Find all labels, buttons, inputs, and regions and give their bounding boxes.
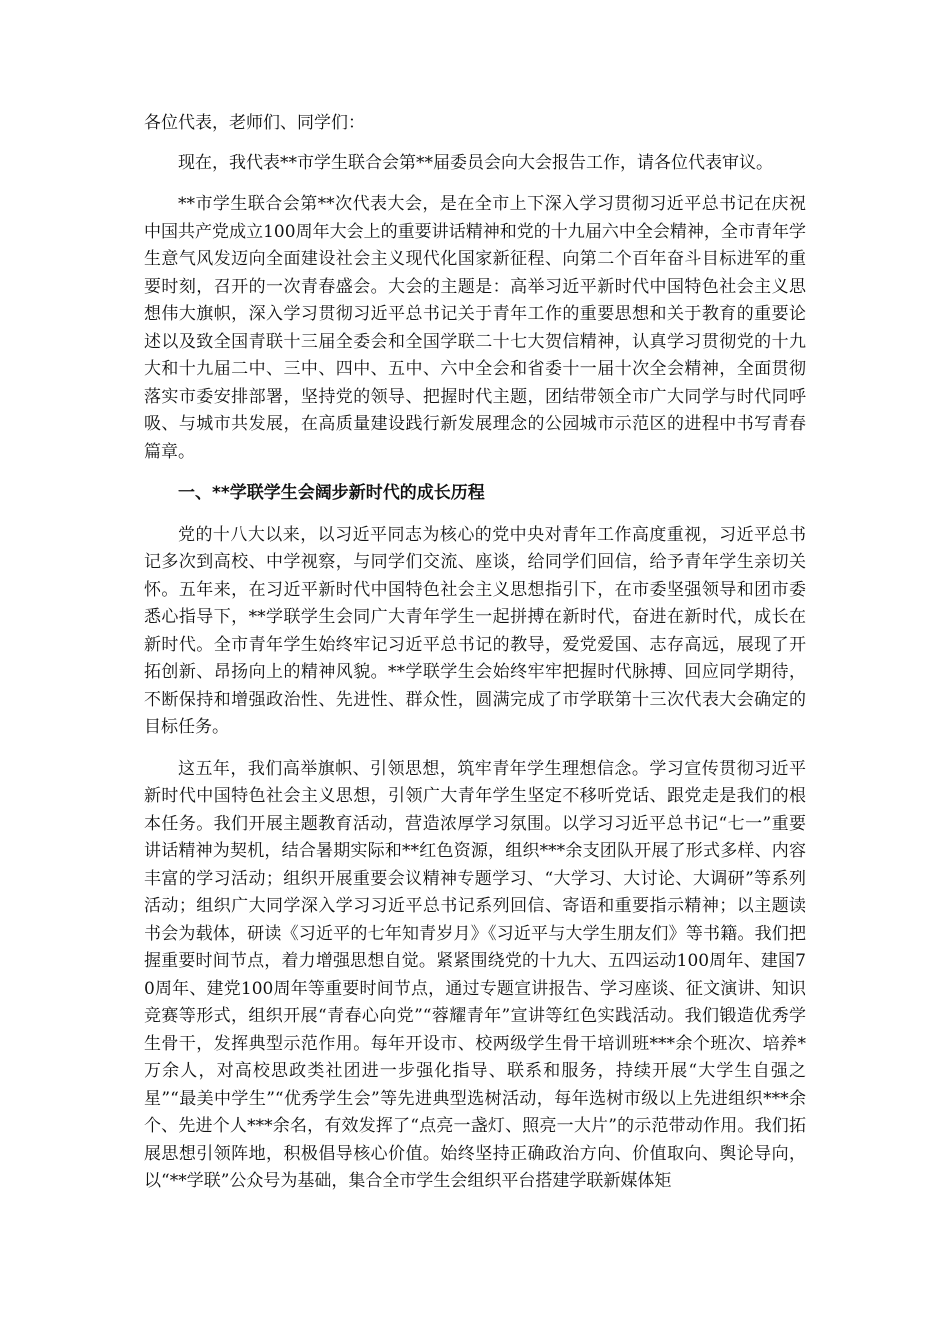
document-page [144,110,806,1210]
paragraph-growth-history: 党的十八大以来，以习近平同志为核心的党中央对青年工作高度重视，习近平总书记多次到高校、中学视察，与同学们交流、座谈，给同学们回信，给予青年学生亲切关怀。五年来，在习近平新时代中国特色社会主义思想指引下，在市委坚强领导和团市委悉心指导下，**学联学生会同广大青年学生一起拼搏在新时代，奋进在新时代，成长在新时代。全市青年学生始终牢记习近平总书记的教导，爱党爱国、志存高远，展现了开拓创新、昂扬向上的精神风貌。**学联学生会始终牢牢把握时代脉搏、回应同学期待，不断保持和增强政治性、先进性、群众性，圆满完成了市学联第十三次代表大会确定的目标任务。 [144,524,806,737]
paragraph-five-years: 这五年，我们高举旗帜、引领思想，筑牢青年学生理想信念。学习宣传贯彻习近平新时代中国特色社会主义思想，引领广大青年学生坚定不移听党话、跟党走是我们的根本任务。我们开展主题教育活动，营造浓厚学习氛围。以学习习近平总书记“七一”重要讲话精神为契机，结合暑期实际和**红色资源，组织***余支团队开展了形式多样、内容丰富的学习活动；组织开展重要会议精神专题学习、“大学习、大讨论、大调研”等系列活动；组织广大同学深入学习习近平总书记系列回信、寄语和重要指示精神；以主题读书会为载体，研读《习近平的七年知青岁月》《习近平与大学生朋友们》等书籍。我们把握重要时间节点，着力增强思想自觉。紧紧围绕党的十九大、五四运动100周年、建国70周年、建党100周年等重要时间节点，通过专题宣讲报告、学习座谈、征文演讲、知识竞赛等形式，组织开展“青春心向党”“蓉耀青年”宣讲等红色实践活动。我们锻造优秀学生骨干，发挥典型示范作用。每年开设市、校两级学生骨干培训班***余个班次、培养*万余人，对高校思政类社团进一步强化指导、联系和服务，持续开展“大学生自强之星”“最美中学生”“优秀学生会”等先进典型选树活动，每年选树市级以上先进组织***余个、先进个人***余名，有效发挥了“点亮一盏灯、照亮一大片”的示范带动作用。我们拓展思想引领阵地，积极倡导核心价值。始终坚持正确政治方向、价值取向、舆论导向，以“**学联”公众号为基础，集合全市学生会组织平台搭建学联新媒体矩 [144,758,806,1191]
section-heading: 一、**学联学生会阔步新时代的成长历程 [178,483,485,503]
paragraph-intro: 现在，我代表**市学生联合会第**届委员会向大会报告工作，请各位代表审议。 [178,152,773,173]
paragraph-congress-theme: **市学生联合会第**次代表大会，是在全市上下深入学习贯彻习近平总书记在庆祝中国共产党成立100周年大会上的重要讲话精神和党的十九届六中全会精神，全市青年学生意气风发迈向全面建设社会主义现代化国家新征程、向第二个百年奋斗目标进军的重要时刻，召开的一次青春盛会。大会的主题是：高举习近平新时代中国特色社会主义思想伟大旗帜，深入学习贯彻习近平总书记关于青年工作的重要思想和关于教育的重要论述以及致全国青联十三届全委会和全国学联二十七大贺信精神，认真学习贯彻党的十九大和十九届二中、三中、四中、五中、六中全会和省委十一届十次全会精神，全面贯彻落实市委安排部署，坚持党的领导、把握时代主题，团结带领全市广大同学与时代同呼吸、与城市共发展，在高质量建设践行新发展理念的公园城市示范区的进程中书写青春篇章。 [144,194,806,462]
salutation: 各位代表，老师们、同学们： [144,113,365,133]
